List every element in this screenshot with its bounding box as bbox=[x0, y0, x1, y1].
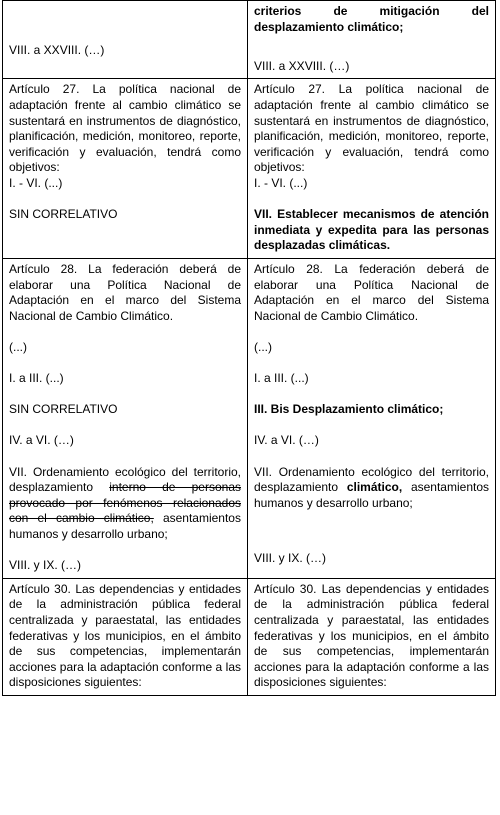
sin-correlativo-label: SIN CORRELATIVO bbox=[9, 207, 118, 222]
proposed-text-cell bbox=[248, 1, 496, 79]
fraction-text: I. a III. (...) bbox=[254, 371, 309, 386]
article-text: Artículo 28. La federación deberá de elaborar una Política Nacional de Adaptación en el marco del Sistema Nacional de Cambio Climático. bbox=[254, 261, 489, 323]
fraction-text: VIII. a XXVIII. (…) bbox=[254, 58, 350, 73]
current-text-cell bbox=[3, 578, 248, 695]
fraction-text: VIII. y IX. (…) bbox=[9, 558, 82, 573]
sin-correlativo-label: SIN CORRELATIVO bbox=[9, 402, 118, 417]
article-text: Artículo 30. Las dependencias y entidades de la administración pública federal centralizada y paraestatal, las entidades federativas y los municipios, en el ámbito de sus competencias, implementarán acciones para la adaptación conforme a las disposiciones siguientes: bbox=[254, 581, 489, 690]
current-text-cell bbox=[3, 258, 248, 578]
fraction-vii-end: asentamientos humanos y desarrollo urbano; bbox=[254, 480, 489, 510]
ellipsis-text: (...) bbox=[9, 339, 27, 354]
fraction-text: IV. a VI. (…) bbox=[254, 433, 319, 448]
article-text: Artículo 27. La política nacional de adaptación frente al cambio climático se sustentará en instrumentos de diagnóstico, planificación, medición, monitoreo, reporte, verificación y evaluación, tendrá como objetivos: bbox=[9, 82, 241, 175]
article-text: Artículo 30. Las dependencias y entidades de la administración pública federal centralizada y paraestatal, las entidades federativas y los municipios, en el ámbito de sus competencias, implementarán acciones para la adaptación conforme a las disposiciones siguientes: bbox=[9, 581, 241, 690]
fraction-vii-start: VII. Ordenamiento ecológico del territorio, desplazamiento bbox=[254, 464, 489, 495]
ellipsis-text: (...) bbox=[254, 339, 272, 354]
table-row bbox=[3, 258, 496, 578]
fraction-vii-start: VII. Ordenamiento ecológico del territorio, desplazamiento bbox=[9, 464, 241, 495]
fraction-text: IV. a VI. (…) bbox=[9, 433, 74, 448]
struck-text: interno de personas provocado por fenómenos relacionados con el cambio climático, bbox=[9, 480, 241, 526]
proposed-text-cell bbox=[248, 79, 496, 259]
comparison-table bbox=[2, 0, 496, 696]
article-text: Artículo 27. La política nacional de adaptación frente al cambio climático se sustentará en instrumentos de diagnóstico, planificación, medición, monitoreo, reporte, verificación y evaluación, tendrá como objetivos: bbox=[254, 82, 489, 175]
proposed-text-cell bbox=[248, 578, 496, 695]
proposed-text-cell bbox=[248, 258, 496, 578]
bold-amendment-text: criterios de mitigación del desplazamiento climático; bbox=[254, 4, 489, 34]
fraction-vii-end: asentamientos humanos y desarrollo urbano; bbox=[9, 511, 241, 541]
table-row bbox=[3, 1, 496, 79]
article-text: Artículo 28. La federación deberá de elaborar una Política Nacional de Adaptación en el marco del Sistema Nacional de Cambio Climático. bbox=[9, 261, 241, 323]
table-row bbox=[3, 578, 496, 695]
bold-amendment-text: climático, bbox=[346, 480, 403, 495]
fraction-vii-text bbox=[254, 465, 489, 512]
current-text-cell bbox=[3, 79, 248, 259]
bold-amendment-text: III. Bis Desplazamiento climático; bbox=[254, 402, 444, 417]
table-row bbox=[3, 79, 496, 259]
fraction-text: I. - VI. (...) bbox=[254, 175, 308, 190]
fraction-text: VIII. a XXVIII. (…) bbox=[9, 43, 105, 58]
fraction-text: I. - VI. (...) bbox=[9, 175, 63, 190]
fraction-vii-text bbox=[9, 465, 241, 543]
fraction-text: VIII. y IX. (…) bbox=[254, 550, 327, 565]
bold-amendment-text: VII. Establecer mecanismos de atención inmediata y expedita para las personas desplazadas climáticas. bbox=[254, 207, 489, 253]
fraction-text: I. a III. (...) bbox=[9, 371, 64, 386]
current-text-cell bbox=[3, 1, 248, 79]
